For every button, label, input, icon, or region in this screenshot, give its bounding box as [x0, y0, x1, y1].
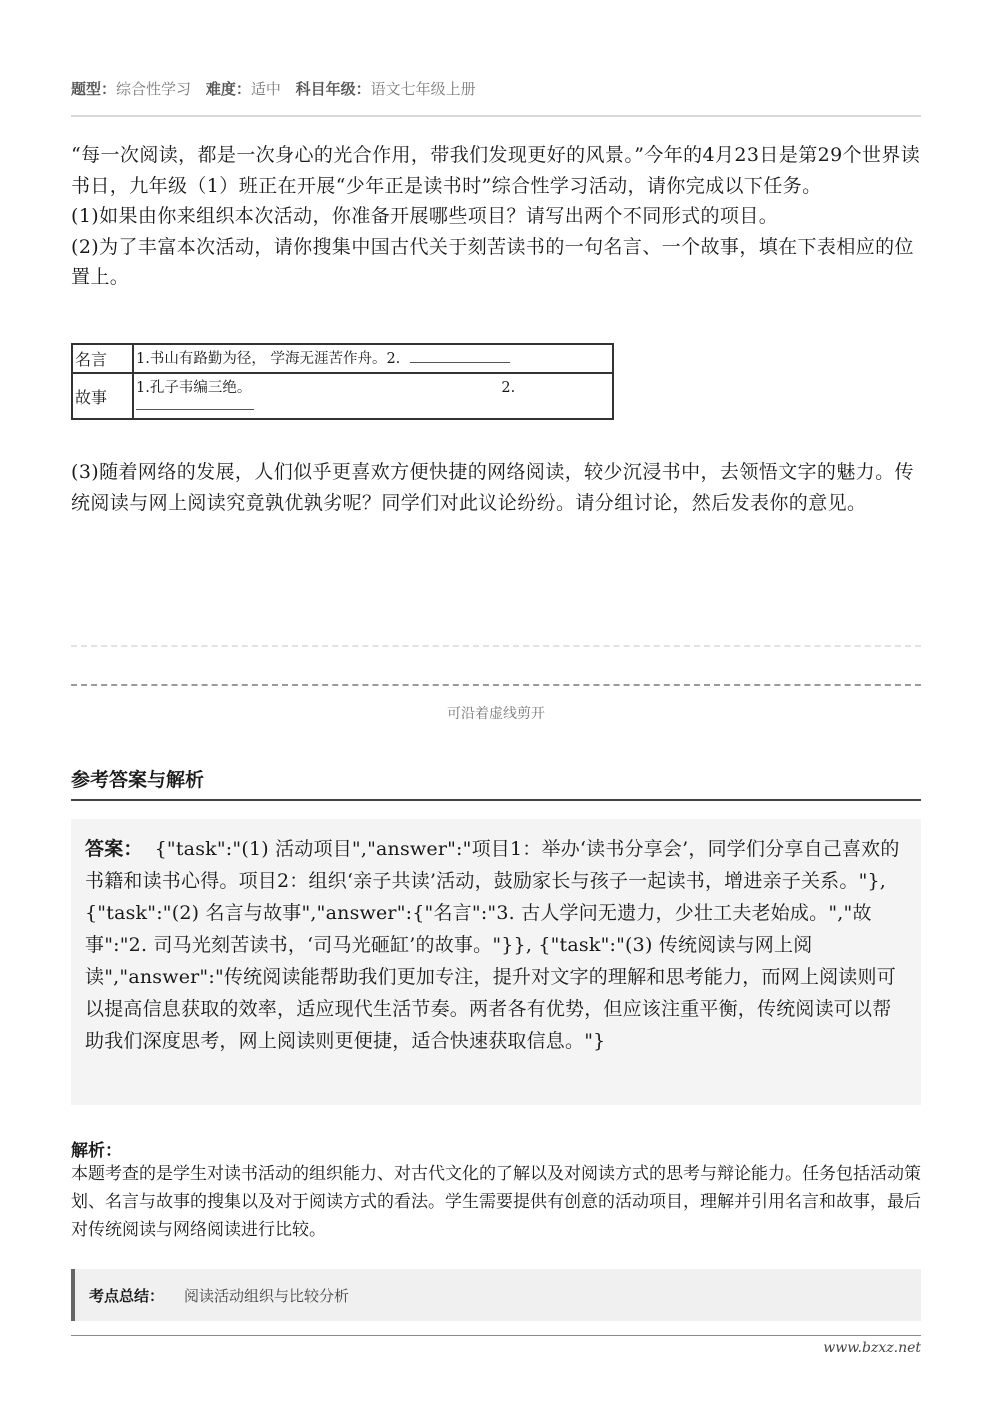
answer-text: {"task":"(1) 活动项目","answer":"项目1：举办‘读书分享会’，同学们分享自己喜欢的书籍和读书心得。项目2：组织‘亲子共读’活动，鼓励家长与孩子一起读书，增进亲子关系。"}, {"task":"(2) 名言与故事","answer":{"名言":"3. 古人学问无遗力，少壮工夫老始成。","故事":"2. 司马光刻苦读书，‘司马光砸缸’的故事。"}}, {"task":"(3) 传统阅读与网上阅读","answer":"传统阅读能帮助我们更加专注，提升对文字的理解和思考能力，而网上阅读则可以提高信息获取的效率，适应现代生活节奏。两者各有优势，但应该注重平衡，传统阅读可以帮助我们深度思考，网上阅读则更便捷，适合快速获取信息。"} [85, 838, 900, 1052]
difficulty-value: 适中 [250, 80, 281, 98]
analysis-text: 本题考查的是学生对读书活动的组织能力、对古代文化的了解以及对阅读方式的思考与辩论能力。任务包括活动策划、名言与故事的搜集以及对于阅读方式的看法。学生需要提供有创意的活动项目，理解并引用名言和故事，最后对传统阅读与网络阅读进行比较。 [71, 1164, 921, 1240]
task-2: (2)为了丰富本次活动，请你搜集中国古代关于刻苦读书的一句名言、一个故事，填在下表相应的位置上。 [71, 235, 914, 288]
type-label: 题型： [71, 80, 117, 98]
table-row-story [72, 373, 613, 419]
row-header-story: 故事 [72, 373, 133, 419]
subject-label: 科目年级： [295, 80, 371, 98]
quote-item-1: 1.书山有路勤为径， 学海无涯苦作舟。 [136, 351, 387, 367]
analysis-label: 解析： [71, 1141, 122, 1161]
quote-blank[interactable] [410, 350, 510, 363]
question-stem [71, 140, 921, 293]
task-3: (3)随着网络的发展，人们似乎更喜欢方便快捷的网络阅读，较少沉浸书中，去领悟文字的魅力。传统阅读与网上阅读究竟孰优孰劣呢？同学们对此议论纷纷。请分组讨论，然后发表你的意见。 [71, 461, 914, 514]
row-header-quote: 名言 [72, 344, 133, 373]
quote-item-2-prefix: 2. [386, 351, 401, 367]
footer-site-link[interactable]: www.bzxz.net [823, 1340, 921, 1356]
answer-label: 答案： [85, 838, 143, 860]
story-item-1: 1.孔子韦编三绝。 [136, 380, 252, 396]
key-point-box [71, 1269, 921, 1321]
answer-area-dashed-line [71, 645, 921, 647]
answer-section-divider [71, 799, 921, 801]
answer-box [71, 819, 921, 1105]
quote-cell [133, 344, 613, 373]
key-point-value: 阅读活动组织与比较分析 [184, 1286, 350, 1305]
answer-section-title: 参考答案与解析 [71, 769, 205, 791]
fill-in-table [71, 343, 614, 420]
cut-dashed-line [71, 684, 921, 686]
meta-divider [71, 115, 921, 117]
table-row-quote [72, 344, 613, 373]
story-cell [133, 373, 613, 419]
story-blank[interactable] [136, 397, 254, 410]
difficulty-label: 难度： [205, 80, 251, 98]
subject-value: 语文七年级上册 [370, 80, 476, 98]
question-intro: “每一次阅读，都是一次身心的光合作用，带我们发现更好的风景。”今年的4月23日是第29个世界读书日，九年级（1）班正在开展“少年正是读书时”综合性学习活动，请你完成以下任务。 [71, 144, 921, 197]
key-point-label: 考点总结： [89, 1286, 165, 1305]
cut-line-label: 可沿着虚线剪开 [447, 706, 545, 722]
story-item-2-prefix: 2. [501, 380, 516, 396]
footer-divider [71, 1335, 921, 1336]
task-1: (1)如果由你来组织本次活动，你准备开展哪些项目？请写出两个不同形式的项目。 [71, 205, 779, 227]
type-value: 综合性学习 [116, 80, 192, 98]
question-meta [71, 78, 486, 99]
